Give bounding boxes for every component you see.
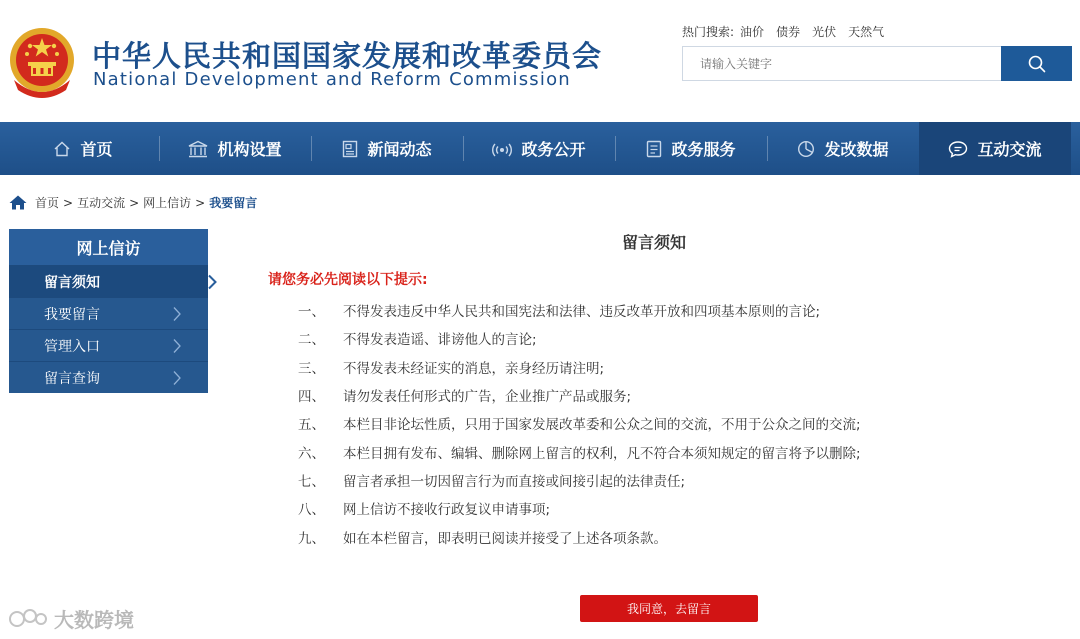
watermark xyxy=(8,604,134,633)
breadcrumb xyxy=(9,194,257,211)
breadcrumb-separator: > xyxy=(195,195,206,210)
hot-term-link[interactable]: 油价 xyxy=(740,25,765,39)
nav-item-services[interactable] xyxy=(615,122,767,175)
list-item xyxy=(298,522,861,550)
sidebar xyxy=(9,229,208,393)
chevron-right-icon xyxy=(206,274,218,290)
hot-term-link[interactable]: 债券 xyxy=(776,25,801,39)
breadcrumb-separator: > xyxy=(63,195,74,210)
page-title: 留言须知 xyxy=(621,233,686,252)
rule-number: 六、 xyxy=(298,445,325,462)
list-item xyxy=(298,324,861,352)
warning-text: 请您务必先阅读以下提示: xyxy=(268,272,428,288)
sidebar-item-admin[interactable] xyxy=(9,329,208,361)
site-title-en[interactable]: National Development and Reform Commission xyxy=(93,69,571,90)
list-item xyxy=(298,437,861,465)
list-item xyxy=(298,296,861,324)
chevron-right-icon xyxy=(172,370,182,386)
chevron-right-icon xyxy=(172,306,182,322)
rule-text: 网上信访不接收行政复议申请事项; xyxy=(343,502,551,519)
nav-item-home[interactable] xyxy=(7,122,159,175)
building-icon xyxy=(188,140,208,158)
watermark-text: 大数跨境 xyxy=(54,608,134,632)
nav-item-label: 政务公开 xyxy=(521,140,586,159)
broadcast-icon xyxy=(492,140,512,158)
nav-item-news[interactable] xyxy=(311,122,463,175)
nav-item-label: 互动交流 xyxy=(977,140,1042,159)
rule-text: 请勿发表任何形式的广告，企业推广产品或服务; xyxy=(343,389,632,406)
nav-item-label: 发改数据 xyxy=(824,140,889,159)
national-emblem-icon[interactable] xyxy=(8,24,76,100)
breadcrumb-link[interactable]: 互动交流 xyxy=(77,196,126,210)
nav-item-label: 首页 xyxy=(80,140,113,159)
rules-list xyxy=(298,296,861,551)
rule-text: 留言者承担一切因留言行为而直接或间接引起的法律责任; xyxy=(343,473,686,490)
breadcrumb-link[interactable]: 网上信访 xyxy=(143,196,192,210)
main-nav xyxy=(0,122,1080,175)
list-item xyxy=(298,466,861,494)
hot-term-link[interactable]: 天然气 xyxy=(848,25,885,39)
rule-text: 本栏目拥有发布、编辑、删除网上留言的权利，凡不符合本须知规定的留言将予以删除; xyxy=(343,445,861,462)
rule-text: 如在本栏留言，即表明已阅读并接受了上述各项条款。 xyxy=(343,530,667,547)
home-icon xyxy=(53,140,71,158)
news-icon xyxy=(342,140,358,158)
rule-number: 八、 xyxy=(298,502,325,519)
watermark-logo-icon xyxy=(8,607,48,631)
hot-term-link[interactable]: 光伏 xyxy=(812,25,837,39)
chat-icon xyxy=(948,140,968,158)
rule-text: 不得发表违反中华人民共和国宪法和法律、违反改革开放和四项基本原则的言论; xyxy=(343,304,821,321)
home-icon[interactable] xyxy=(9,195,27,210)
rule-number: 七、 xyxy=(298,473,325,490)
rule-text: 不得发表未经证实的消息，亲身经历请注明; xyxy=(343,360,605,377)
rule-text: 本栏目非论坛性质，只用于国家发展改革委和公众之间的交流，不用于公众之间的交流; xyxy=(343,417,861,434)
nav-item-label: 政务服务 xyxy=(671,140,736,159)
list-item xyxy=(298,494,861,522)
sidebar-item-label: 管理入口 xyxy=(44,338,100,355)
search-button[interactable] xyxy=(1001,46,1072,81)
search-box xyxy=(682,46,1002,81)
sidebar-item-label: 留言查询 xyxy=(44,370,100,387)
sidebar-item-notice[interactable] xyxy=(9,265,208,297)
rule-number: 九、 xyxy=(298,530,325,547)
sidebar-item-leave-message[interactable] xyxy=(9,297,208,329)
list-item xyxy=(298,381,861,409)
sidebar-item-query[interactable] xyxy=(9,361,208,393)
rule-number: 五、 xyxy=(298,417,325,434)
breadcrumb-current: 我要留言 xyxy=(209,196,258,210)
breadcrumb-separator: > xyxy=(129,195,140,210)
nav-item-label: 新闻动态 xyxy=(367,140,432,159)
sidebar-item-label: 留言须知 xyxy=(44,274,100,291)
breadcrumb-link[interactable]: 首页 xyxy=(35,196,60,210)
document-icon xyxy=(646,140,662,158)
nav-item-organization[interactable] xyxy=(159,122,311,175)
nav-item-interaction[interactable] xyxy=(919,122,1071,175)
nav-item-label: 机构设置 xyxy=(217,140,282,159)
search-input[interactable] xyxy=(683,47,1002,80)
pie-chart-icon xyxy=(797,140,815,158)
sidebar-item-label: 我要留言 xyxy=(44,306,100,323)
list-item xyxy=(298,353,861,381)
sidebar-title: 网上信访 xyxy=(9,229,208,265)
rule-number: 四、 xyxy=(298,389,325,406)
rule-number: 三、 xyxy=(298,360,325,377)
nav-item-disclosure[interactable] xyxy=(463,122,615,175)
search-icon xyxy=(1028,55,1046,73)
chevron-right-icon xyxy=(172,338,182,354)
list-item xyxy=(298,409,861,437)
site-title-cn[interactable]: 中华人民共和国国家发展和改革委员会 xyxy=(92,39,603,73)
rule-number: 一、 xyxy=(298,304,325,321)
nav-item-data[interactable] xyxy=(767,122,919,175)
agree-button[interactable]: 我同意，去留言 xyxy=(580,595,758,622)
rule-text: 不得发表造谣、诽谤他人的言论; xyxy=(343,332,537,349)
rule-number: 二、 xyxy=(298,332,325,349)
hot-search xyxy=(682,23,884,40)
site-header xyxy=(0,0,1080,122)
hot-search-label: 热门搜索: xyxy=(682,25,735,39)
